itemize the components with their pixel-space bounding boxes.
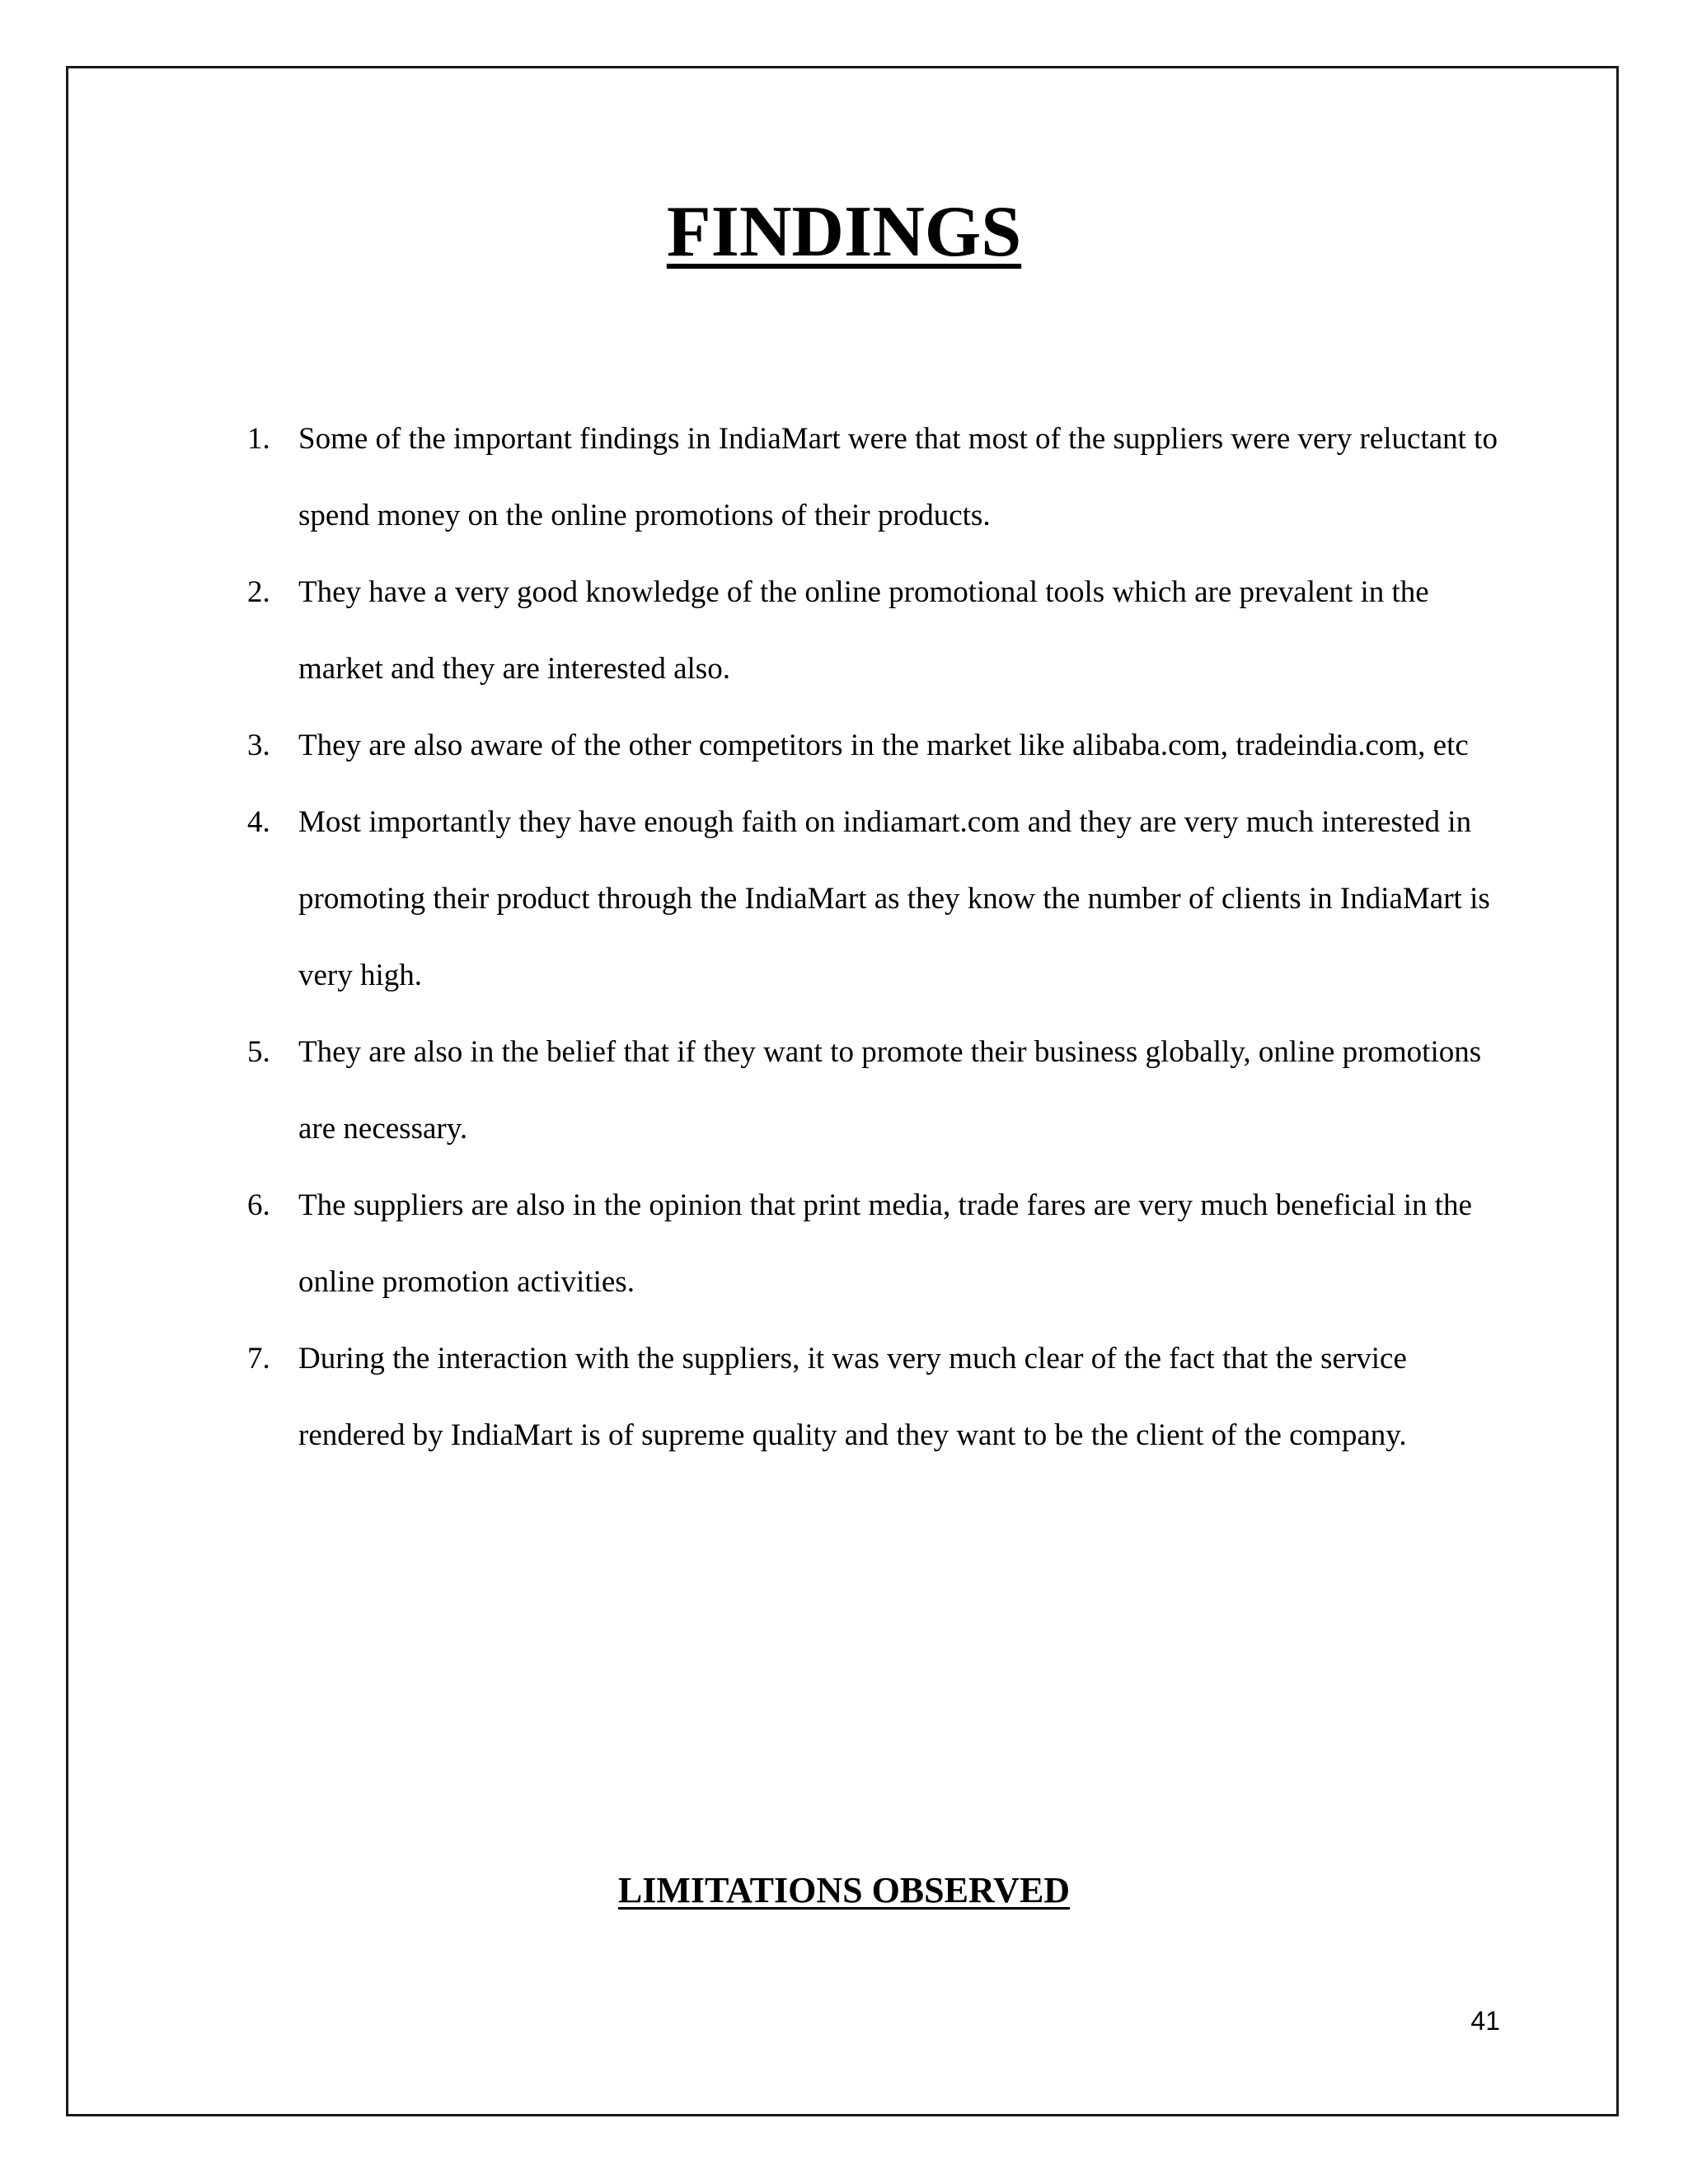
finding-number: 1.: [247, 422, 270, 456]
page-title: [0, 191, 1688, 274]
finding-text: The suppliers are also in the opinion that print media, trade fares are very much beneficial in the online promotion activities.: [298, 1188, 1472, 1299]
finding-number: 2.: [247, 575, 270, 609]
finding-text: During the interaction with the suppliers, it was very much clear of the fact that the service rendered by IndiaMart is of supreme quality and they want to be the client of the company.: [298, 1342, 1407, 1452]
findings-list: [247, 401, 1500, 1474]
finding-number: 3.: [247, 729, 270, 762]
finding-text: Some of the important findings in IndiaMart were that most of the suppliers were very reluctant to spend money on the online promotions of their products.: [298, 422, 1498, 532]
finding-item: [247, 1167, 1500, 1320]
finding-item: [247, 784, 1500, 1014]
finding-item: [247, 401, 1500, 554]
finding-number: 6.: [247, 1188, 270, 1222]
page-number: 41: [1470, 2006, 1500, 2036]
finding-text: They are also in the belief that if they want to promote their business globally, online promotions are necessary.: [298, 1035, 1482, 1146]
finding-text: They have a very good knowledge of the online promotional tools which are prevalent in the market and they are interested also.: [298, 575, 1429, 686]
page-title-text: FINDINGS: [666, 192, 1022, 272]
finding-text: They are also aware of the other competitors in the market like alibaba.com, tradeindia.com, etc: [298, 729, 1469, 762]
finding-item: [247, 1014, 1500, 1167]
section-heading-text: LIMITATIONS OBSERVED: [617, 1870, 1071, 1910]
finding-text: Most importantly they have enough faith on indiamart.com and they are very much interested in promoting their product through the IndiaMart as they know the number of clients in IndiaMart is very high.: [298, 805, 1490, 992]
finding-number: 5.: [247, 1035, 270, 1069]
finding-number: 4.: [247, 805, 270, 839]
finding-item: [247, 1320, 1500, 1474]
finding-item: [247, 707, 1500, 784]
section-heading: [0, 1868, 1688, 1914]
finding-item: [247, 554, 1500, 707]
finding-number: 7.: [247, 1342, 270, 1376]
